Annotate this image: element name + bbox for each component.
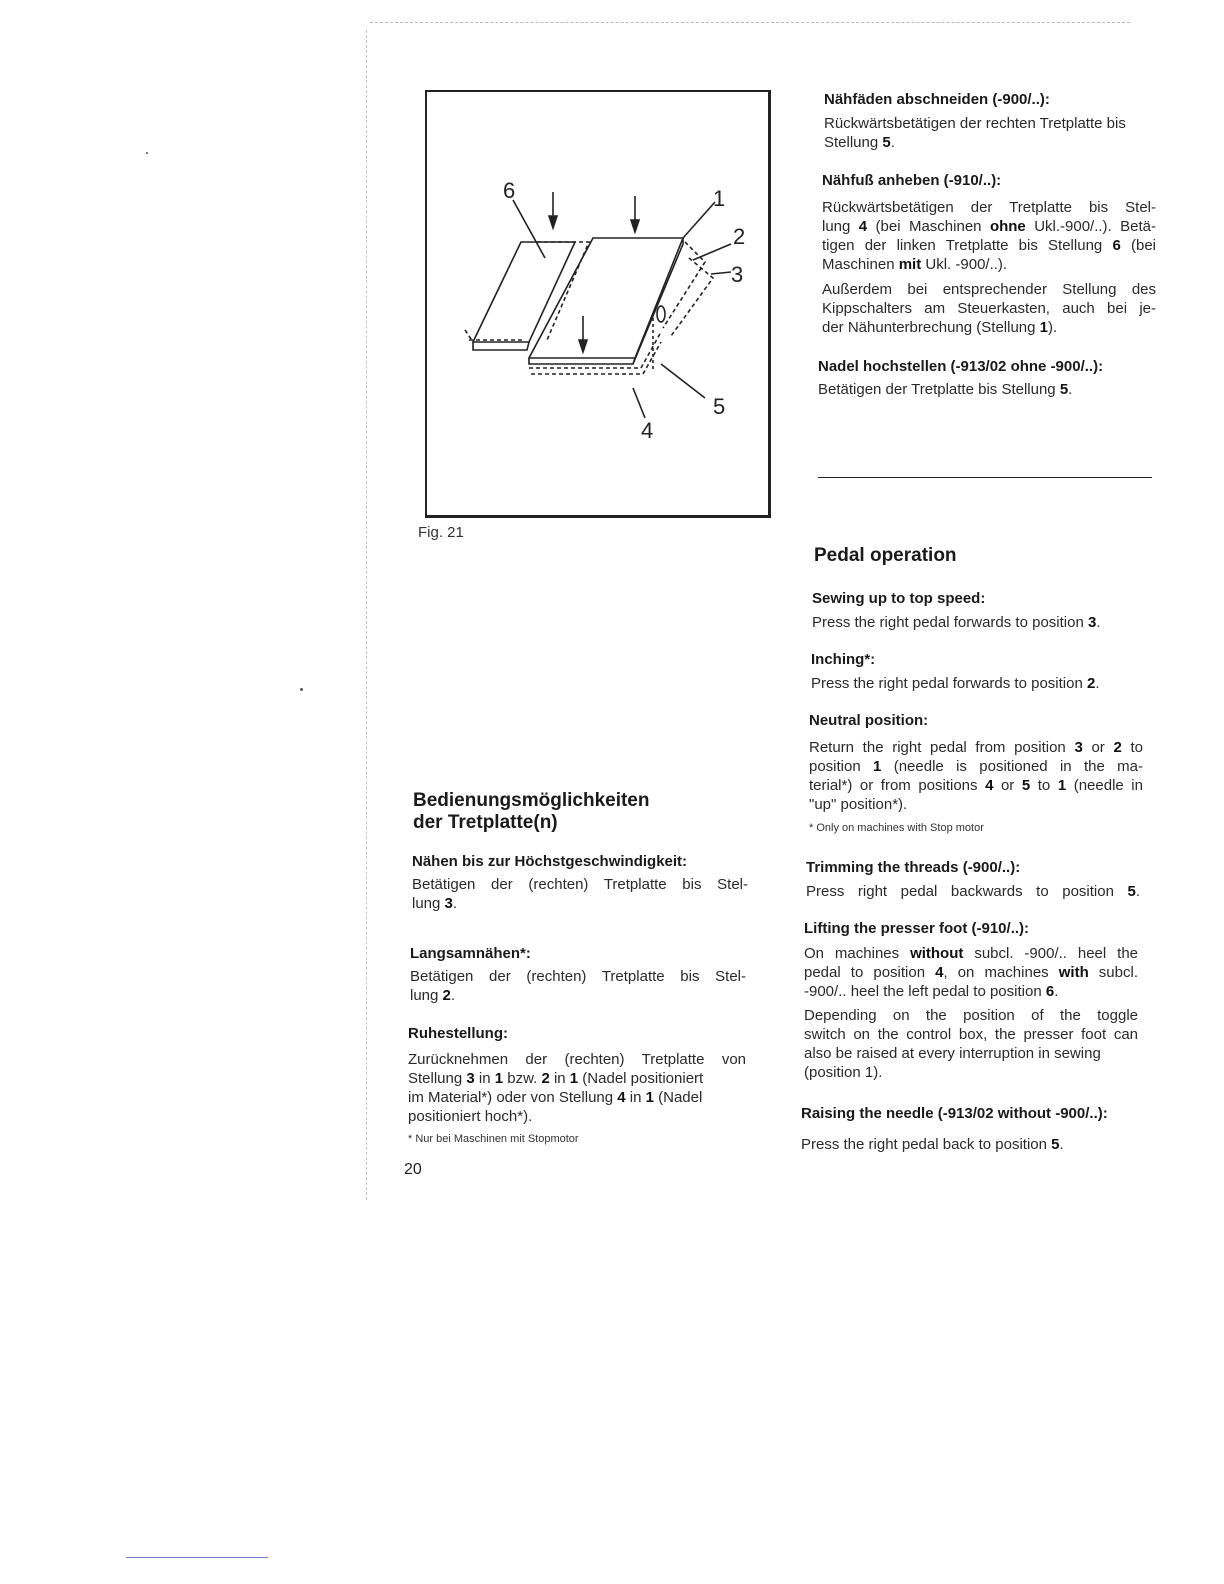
section-naehen: Nähen bis zur Höchstgeschwindigkeit: Betätigen der (rechten) Tretplatte bis Stel- lung 3. [412,853,748,912]
leader-1 [683,202,715,238]
section-langsam: Langsamnähen*: Betätigen der (rechten) Tretplatte bis Stel- lung 2. [410,945,746,1004]
figure-caption: Fig. 21 [418,524,464,541]
section-inching: Inching*: Press the right pedal forwards to position 2. [811,651,1145,693]
figure-label-2: 2 [733,224,746,249]
footnote: * Only on machines with Stop motor [809,822,984,834]
right-pedal-tilted-3 [671,258,713,336]
english-heading: Pedal operation [814,545,957,566]
scan-edge-top [370,22,1130,23]
section-abschneiden: Nähfäden abschneiden (-900/..): Rückwärtsbetätigen der rechten Tretplatte bis Stellung 5. [824,91,1160,152]
right-pedal-base [529,238,683,364]
section-title: Sewing up to top speed: [812,590,986,607]
scan-edge-bottom [126,1557,268,1558]
scan-speck [146,152,148,154]
figure-label-5: 5 [713,394,726,419]
page-number: 20 [404,1161,422,1178]
section-title: Lifting the presser foot (-910/..): [804,920,1030,937]
section-title: Raising the needle (-913/02 without -900/..): [801,1105,1108,1122]
leader-5 [661,364,705,398]
section-title: Nadel hochstellen (-913/02 ohne -900/..): [818,358,1104,375]
pedal-figure [425,90,771,518]
figure-label-4: 4 [641,418,654,443]
figure-label-3: 3 [731,262,744,287]
section-lifting: Lifting the presser foot (-910/..): On machines without subcl. -900/.. heel the pedal to position 4, on machines with subcl. -900/.. heel the left pedal to position 6. Depending on the position of the toggle switch on the control box, the presser foot can also be raised at every interruption in sewing (position 1). [804,920,1139,1081]
pedal-diagram-icon [427,92,773,520]
section-title: Trimming the threads (-900/..): [806,859,1021,876]
section-hochstellen: Nadel hochstellen (-913/02 ohne -900/..): Betätigen der Tretplatte bis Stellung 5. [818,358,1154,399]
right-pedal-tilted-2 [663,242,705,328]
section-title: Ruhestellung: [408,1025,508,1042]
leader-2 [693,244,731,260]
section-top-speed: Sewing up to top speed: Press the right pedal forwards to position 3. [812,590,1146,632]
section-title: Nähfuß anheben (-910/..): [822,172,1002,189]
leader-3 [711,272,731,274]
section-neutral: Neutral position: Return the right pedal from position 3 or 2 to position 1 (needle is positioned in the ma- terial*) or from positions 4 or 5 to 1 (needle in "up" position*). * Only on machines with Stop motor [809,712,1144,834]
figure-label-6: 6 [503,178,516,203]
section-title: Langsamnähen*: [410,945,531,962]
section-divider [818,477,1152,478]
section-raising: Raising the needle (-913/02 without -900/..): Press the right pedal back to position 5. [801,1105,1141,1154]
section-title: Neutral position: [809,712,929,729]
left-pedal-shape [473,242,575,342]
german-heading: Bedienungsmöglichkeiten der Tretplatte(n) [413,790,650,833]
section-title: Inching*: [811,651,876,668]
section-anheben: Nähfuß anheben (-910/..): Rückwärtsbetätigen der Tretplatte bis Stel- lung 4 (bei Maschinen ohne Ukl.-900/..). Betä- tigen der linken Tretplatte bis Stellung 6 (bei Maschinen mit Ukl. -900/..). Außerdem bei entsprechender Stellung des Kippschalters am Steuerkasten, auch bei je- der Nähunterbrechung (Stellung 1). [822,172,1156,336]
scan-speck [300,688,303,691]
leader-4 [633,388,645,418]
section-title: Nähfäden abschneiden (-900/..): [824,91,1050,108]
figure-label-1: 1 [713,186,726,211]
footnote: * Nur bei Maschinen mit Stopmotor [408,1133,579,1145]
left-pedal-base [473,342,529,350]
section-trimming: Trimming the threads (-900/..): Press right pedal backwards to position 5. [806,859,1140,900]
section-title: Nähen bis zur Höchstgeschwindigkeit: [412,853,688,870]
section-ruhe: Ruhestellung: Zurücknehmen der (rechten) Tretplatte von Stellung 3 in 1 bzw. 2 in 1 (Nadel positioniert im Material*) oder von Stellung 4 in 1 (Nadel positioniert hoch*). * Nur bei Maschinen mit Stopmotor [408,1025,746,1145]
scan-edge-left [366,30,367,1200]
